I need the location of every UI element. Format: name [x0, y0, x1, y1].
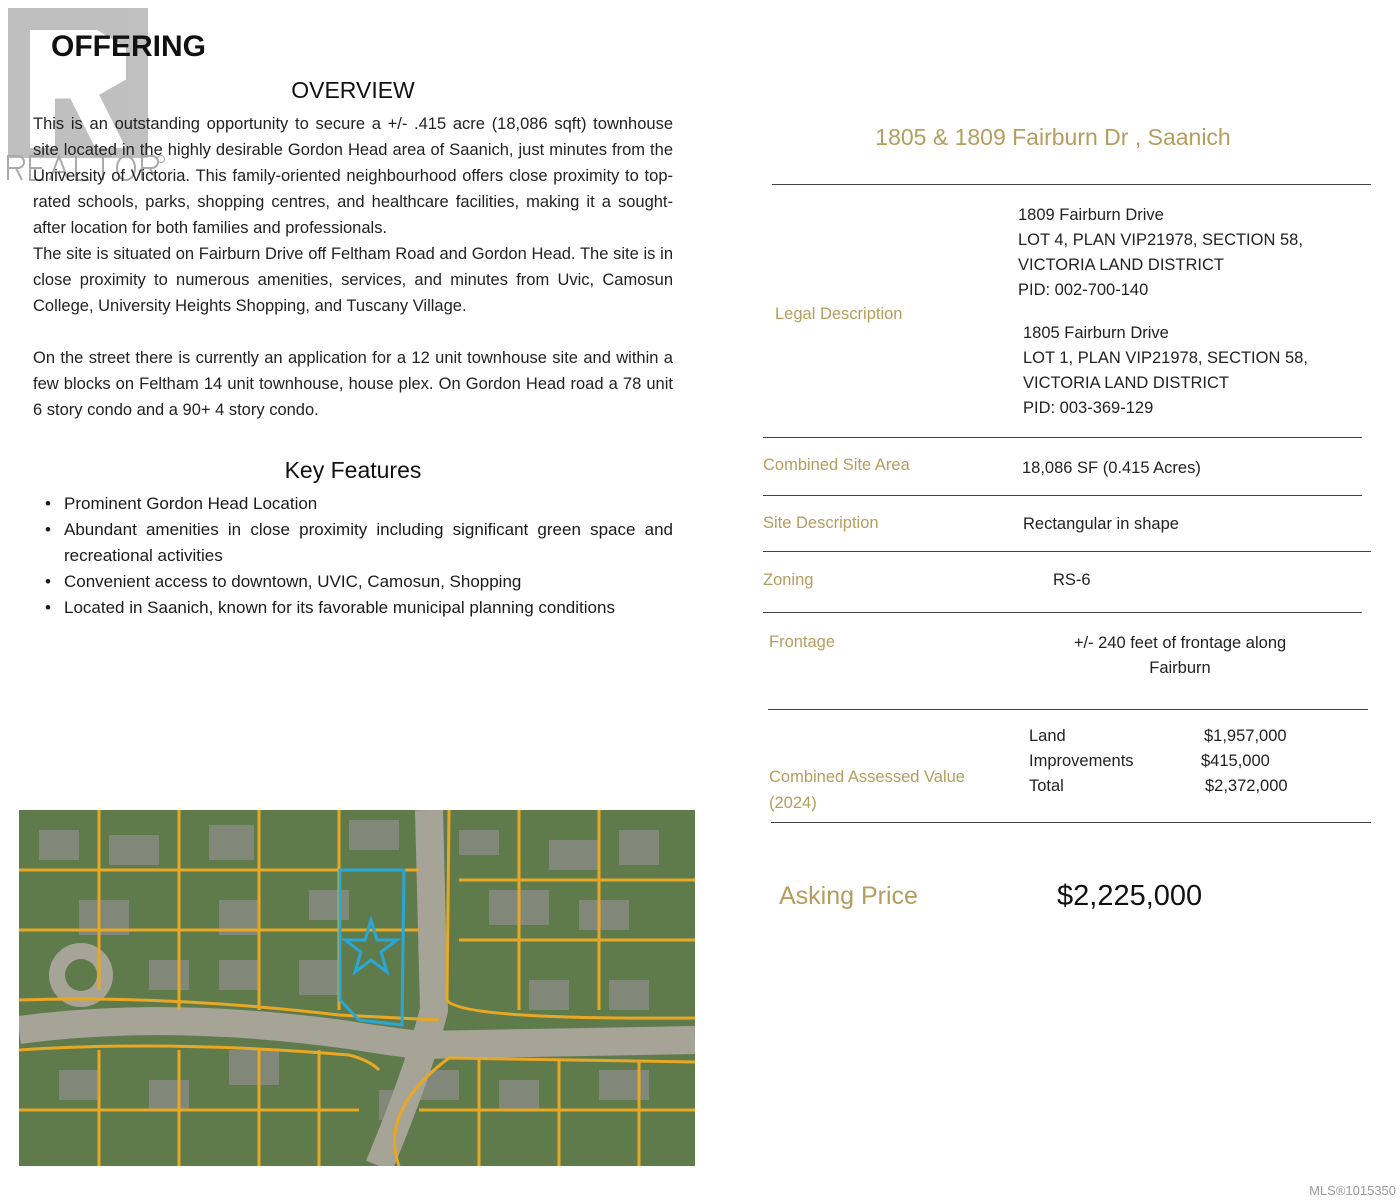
key-features-list: [33, 491, 673, 621]
legal-line: PID: 003-369-129: [1023, 399, 1154, 417]
divider: [763, 612, 1362, 613]
divider: [763, 551, 1371, 552]
left-column: [33, 76, 673, 621]
legal-line: PID: 002-700-140: [1018, 281, 1149, 299]
site-area-value: 18,086 SF (0.415 Acres): [1022, 459, 1201, 477]
frontage-label: Frontage: [769, 633, 836, 651]
asking-price-value: $2,225,000: [1057, 880, 1203, 912]
site-description-value: Rectangular in shape: [1023, 515, 1179, 533]
divider: [768, 709, 1368, 710]
assessed-total-value: $2,372,000: [1205, 777, 1288, 795]
feature-item: • Abundant amenities in close proximity including significant green space and recreational activities: [33, 517, 673, 569]
assessed-land-key: Land: [1029, 727, 1066, 745]
assessed-total-key: Total: [1029, 777, 1064, 795]
frontage-line: +/- 240 feet of frontage along: [1073, 634, 1287, 652]
page-title: OFFERING: [51, 30, 206, 63]
legal-description-1809: [1018, 203, 1303, 303]
mls-number: MLS®1015350: [1309, 1183, 1396, 1198]
feature-item: • Located in Saanich, known for its favorable municipal planning conditions: [33, 595, 673, 621]
asking-price-label: Asking Price: [779, 882, 918, 910]
legal-line: 1809 Fairburn Drive: [1018, 206, 1164, 224]
overview-paragraph: The site is situated on Fairburn Drive off Feltham Road and Gordon Head. The site is in close proximity to numerous amenities, services, and minutes from Uvic, Camosun College, University Heights Shopping, and Tuscany Village.: [33, 245, 673, 315]
legal-description-1805: [1023, 321, 1308, 421]
legal-line: LOT 1, PLAN VIP21978, SECTION 58,: [1023, 349, 1308, 367]
overview-heading: OVERVIEW: [291, 77, 415, 103]
legal-line: LOT 4, PLAN VIP21978, SECTION 58,: [1018, 231, 1303, 249]
legal-line: VICTORIA LAND DISTRICT: [1018, 256, 1224, 274]
site-area-label: Combined Site Area: [763, 456, 910, 474]
zoning-label: Zoning: [763, 571, 814, 589]
key-features-heading: Key Features: [284, 457, 422, 483]
aerial-parcel-map: [19, 810, 695, 1166]
feature-item: • Convenient access to downtown, UVIC, Camosun, Shopping: [33, 569, 673, 595]
zoning-value: RS-6: [1053, 571, 1091, 589]
legal-line: VICTORIA LAND DISTRICT: [1023, 374, 1229, 392]
legal-line: 1805 Fairburn Drive: [1023, 324, 1169, 342]
assessed-value-label: [769, 764, 965, 816]
assessed-land-value: $1,957,000: [1204, 727, 1287, 745]
overview-paragraph: This is an outstanding opportunity to secure a +/- .415 acre (18,086 sqft) townhouse site located in the highly desirable Gordon Head area of Saanich, just minutes from the University of Victoria. This family-oriented neighbourhood offers close proximity to top-rated schools, parks, shopping centres, and healthcare facilities, making it a sought-after location for both families and professionals.: [33, 115, 673, 237]
assessed-improvements-key: Improvements: [1029, 752, 1134, 770]
frontage-value: [1030, 631, 1330, 681]
divider: [772, 184, 1371, 185]
divider: [763, 495, 1362, 496]
assessed-label-line: (2024): [769, 794, 817, 812]
site-description-label: Site Description: [763, 514, 879, 532]
assessed-label-line: Combined Assessed Value: [769, 768, 965, 786]
divider: [763, 437, 1362, 438]
overview-paragraph: On the street there is currently an application for a 12 unit townhouse site and within a few blocks on Feltham 14 unit townhouse, house plex. On Gordon Head road a 78 unit 6 story condo and a 90+ 4 story condo.: [33, 349, 673, 419]
divider: [771, 822, 1371, 823]
assessed-improvements-value: $415,000: [1201, 752, 1270, 770]
legal-description-label: Legal Description: [775, 305, 903, 323]
overview-text: [33, 111, 673, 423]
frontage-line: Fairburn: [1149, 659, 1211, 677]
feature-item: • Prominent Gordon Head Location: [33, 491, 673, 517]
property-address: 1805 & 1809 Fairburn Dr , Saanich: [875, 124, 1231, 150]
